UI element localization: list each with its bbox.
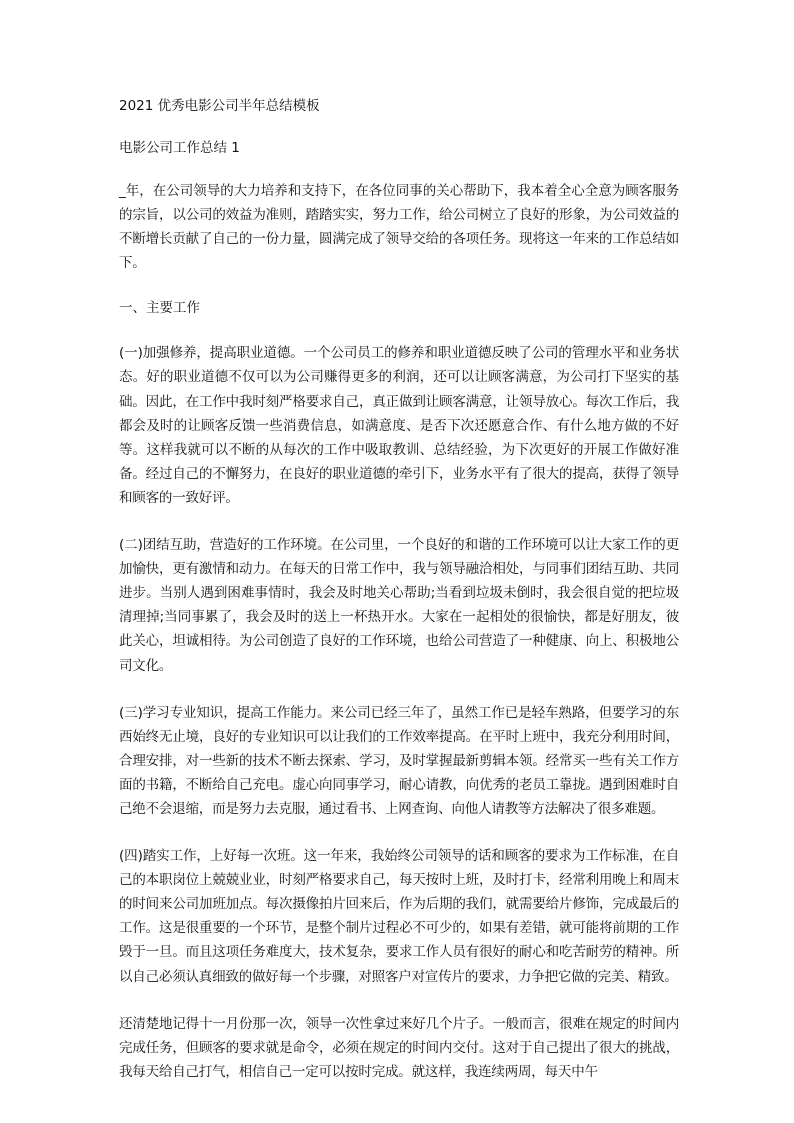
intro-paragraph: _年，在公司领导的大力培养和支持下，在各位同事的关心帮助下，我本着全心全意为顾客服务的宗旨，以公司的效益为准则，踏踏实实，努力工作，给公司树立了良好的形象，为公司效益的不断增长贡献了自己的一份力量，圆满完成了领导交给的各项任务。现将这一年来的工作总结如下。 <box>119 183 679 272</box>
paragraph-item-4: (四)踏实工作，上好每一次班。这一年来，我始终公司领导的话和顾客的要求为工作标准，在自己的本职岗位上兢兢业业，时刻严格要求自己，每天按时上班，及时打卡，经常利用晚上和周末的时间来公司加班加点。每次摄像拍片回来后，作为后期的我们，就需要给片修饰，完成最后的工作。这是很重要的一个环节，是整个制片过程必不可少的，如果有差错，就可能将前期的工作毁于一旦。而且这项任务难度大，技术复杂，要求工作人员有很好的耐心和吃苦耐劳的精神。所以自己必须认真细致的做好每一个步骤，对照客户对宣传片的要求，力争把它做的完美、精致。 <box>119 848 679 985</box>
paragraph-item-2: (二)团结互助，营造好的工作环境。在公司里，一个良好的和谐的工作环境可以让大家工作的更加愉快，更有激情和动力。在每天的日常工作中，我与领导融洽相处，与同事们团结互助、共同进步。当别人遇到困难事情时，我会及时地关心帮助;当看到垃圾未倒时，我会很自觉的把垃圾清理掉;当同事累了，我会及时的送上一杯热开水。大家在一起相处的很愉快，都是好朋友，彼此关心，坦诚相待。为公司创造了良好的工作环境，也给公司营造了一种健康、向上、积极地公司文化。 <box>119 537 679 674</box>
document-title: 2021 优秀电影公司半年总结模板 <box>119 98 320 114</box>
paragraph-item-1: (一)加强修养，提高职业道德。一个公司员工的修养和职业道德反映了公司的管理水平和业务状态。好的职业道德不仅可以为公司赚得更多的利润，还可以让顾客满意，为公司打下坚实的基础。因此，在工作中我时刻严格要求自己，真正做到让顾客满意，让领导放心。每次工作后，我都会及时的让顾客反馈一些消费信息，如满意度、是否下次还愿意合作、有什么地方做的不好等。这样我就可以不断的从每次的工作中吸取教训、总结经验，为下次更好的开展工作做好准备。经过自己的不懈努力，在良好的职业道德的牵引下，业务水平有了很大的提高，获得了领导和顾客的一致好评。 <box>119 345 679 506</box>
paragraph-item-5: 还清楚地记得十一月份那一次，领导一次性拿过来好几个片子。一般而言，很难在规定的时间内完成任务，但顾客的要求就是命令，必须在规定的时间内交付。这对于自己提出了很大的挑战，我每天给自己打气，相信自己一定可以按时完成。就这样，我连续两周，每天中午 <box>119 1015 679 1080</box>
document-page <box>119 96 679 1107</box>
document-subtitle: 电影公司工作总结 1 <box>119 140 240 156</box>
section-heading: 一、主要工作 <box>119 300 200 317</box>
paragraph-item-3: (三)学习专业知识，提高工作能力。来公司已经三年了，虽然工作已是轻车熟路，但要学习的东西始终无止境，良好的专业知识可以让我们的工作效率提高。在平时上班中，我充分利用时间，合理安排，对一些新的技术不断去探索、学习，及时掌握最新剪辑本领。经常买一些有关工作方面的书籍，不断给自己充电。虚心向同事学习，耐心请教，向优秀的老员工靠拢。遇到困难时自己绝不会退缩，而是努力去克服，通过看书、上网查询、向他人请教等方法解决了很多难题。 <box>119 704 679 817</box>
